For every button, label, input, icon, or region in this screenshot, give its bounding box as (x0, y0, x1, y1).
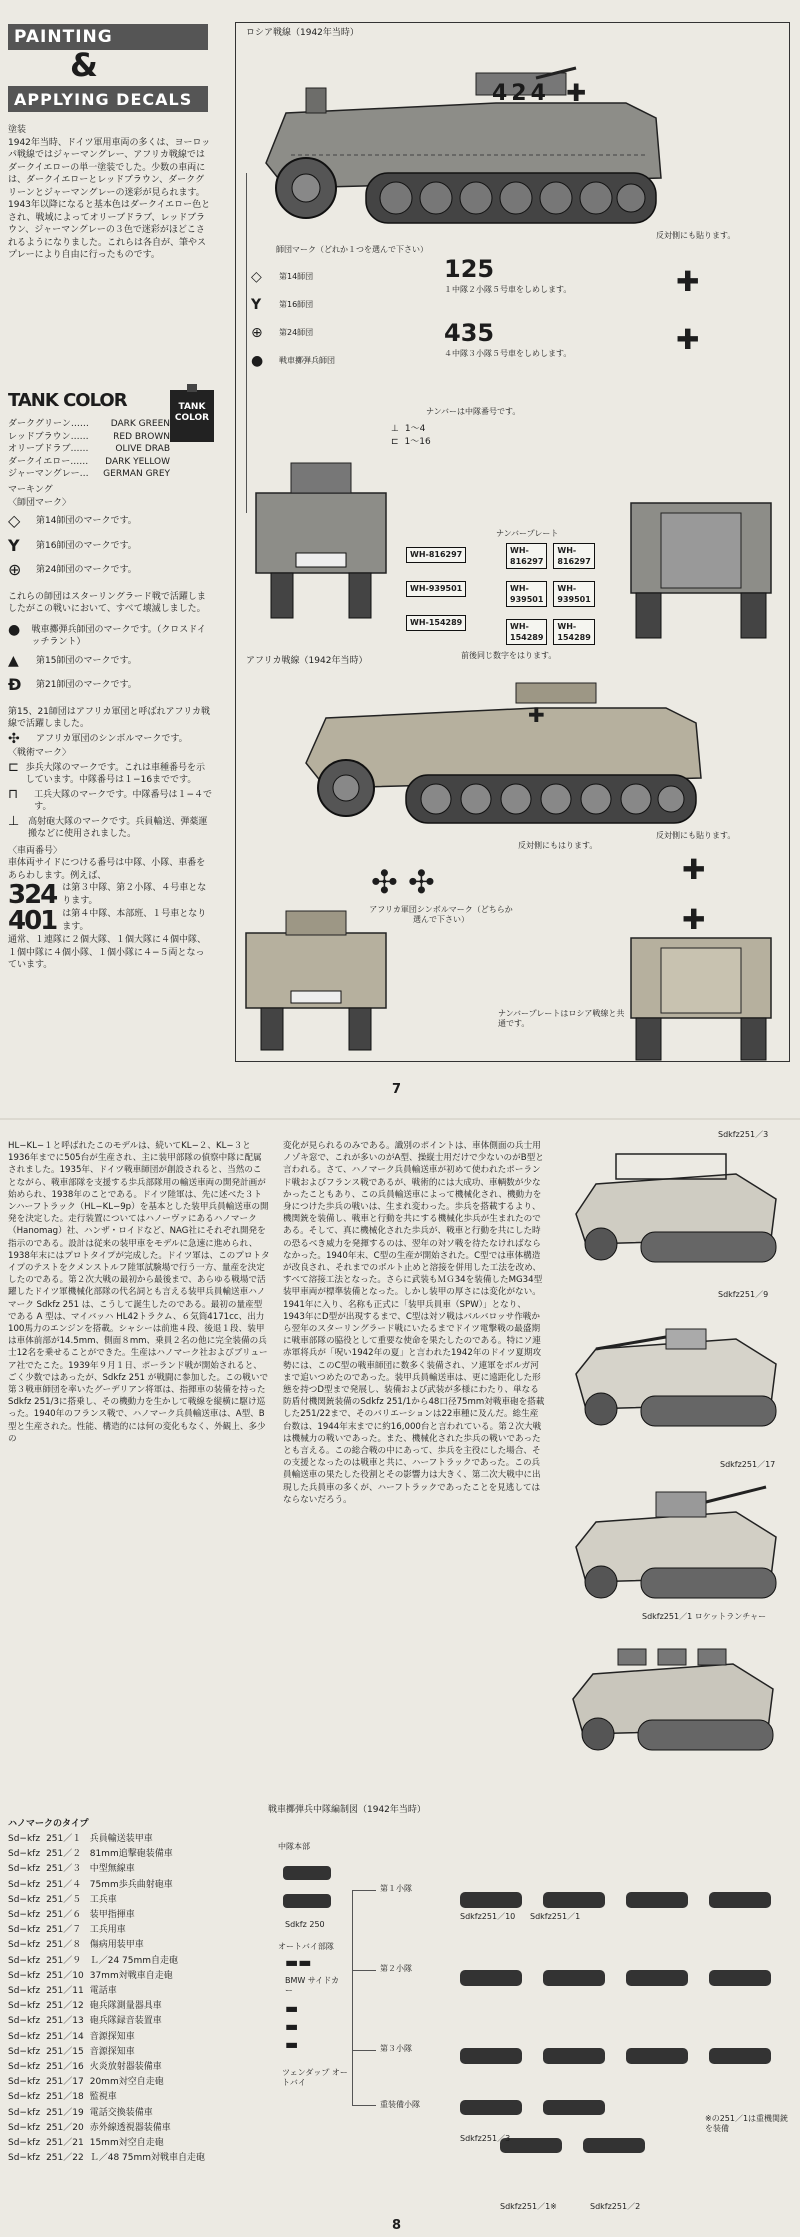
type-row (8, 1893, 211, 1908)
balkenkreuz-icon: ✚ (566, 79, 587, 107)
africa-text: 第15、21師団はアフリカ軍団と呼ばれアフリカ戦線で活躍しました。 (8, 706, 211, 729)
history-column-2: 変化が見られるのみである。識別のポイントは、車体側面の兵士用ノゾキ窓で、これが多いのがA型、操縦士用だけで少ないのがB型と言われる。さて、ハノマーク兵員輸送車が初めて使われたポーランド戦およびフランス戦であるが、戦術的には大成功、車輌数が少なかったこともあり、この兵員輸送車によって機械化され、機動力を身につけた歩兵の戦いは、生まれ変わった。歩兵を搭載するより、機関銃を装備し、戦車と行動を共にする機械化歩兵が生まれたのである。そして、真に機械化された歩兵が、戦車と行動を共にした時の恐るべき威力を発揮するのは、翌年の対ソ戦を待たなければならなかった。1940年末、C型の生産が開始された。C型では車体構造が改良され、それまでのボルト止めと溶接を併用した工法を改め、すべて溶接工法となった。さらに武装もＭＧ34を装備したMG34型装甲車両が標準装備となった。しかし装甲の厚さには変化がない。1941年に入り、名称も正式に「装甲兵員車（SPW）」となり、1943年にD型が出現するまで、C型は対ソ戦はバルバロッサ作戦から翌年のスターリングラード戦にいたるまでドイツ電撃戦の最盛期に戦車部隊の脇役として重要な使命を果たしたのである。特にソ連赤軍将兵が「呪い1942年の夏」と言われた1942年のドイツ夏期攻勢には、このC型の戦車師団に数多く装備され、ソ連軍をボルガ河まで追いつめたのであった。装甲兵員輸送車は、更に遠距化した形態を持つD型まで発展し、装備および武装が多様にわたり、単なる防盾付機関銃装備のSdkfz 251/1から48口径75mm対戦車砲を搭載した251/22まで、そのバリエーションは22車種に及んだ。総生産台数は、1944年末までに約16,000台と言われている。第２次大戦は機械力の戦いであった。また、機械化された歩兵の戦いであったとも言える。この総合戦の中にあって、歩兵を主役にした場合、その支援となったのは戦車と共に、ハーフトラックであった。この兵員輸送車の果たした役割とその影響力は大きく、第二次大戦中に出現した兵員車の多くが、ハーフトラックであったことを見逃してはならないだろう。 (283, 1141, 545, 1505)
plate: WH-816297 (406, 547, 466, 563)
type-prefix: Sd−kfz (8, 2138, 41, 2149)
type-prefix: Sd−kfz (8, 1940, 41, 1951)
division-21-icon: Ð (8, 675, 22, 694)
plate-pairs (506, 543, 595, 645)
russia-front-view (241, 453, 401, 623)
type-description: 音源探知車 (89, 2031, 135, 2042)
picture-caption: Sdkfz251／1 ロケットランチャー (642, 1612, 767, 1621)
balkenkreuz-icon: ✚ (676, 323, 700, 356)
type-row (8, 2090, 211, 2105)
tank-color-badge-label: TANK COLOR (174, 402, 210, 423)
stalingrad-text: これらの師団はスターリングラード戦で活躍しましたがこの戦いにおいて、すべて壊滅しました。 (8, 591, 206, 614)
color-jp: レッドブラウン…… (8, 431, 89, 442)
type-prefix: Sd−kfz (8, 2122, 41, 2133)
sdkfz251-3-picture (556, 1144, 791, 1269)
type-prefix: Sd−kfz (8, 1925, 41, 1936)
title-painting: PAINTING (8, 24, 208, 50)
plate-prefix: WH- (557, 546, 577, 555)
type-prefix: Sd−kfz (8, 1864, 41, 1875)
type-number: 251／７ (46, 1925, 82, 1936)
type-prefix: Sd−kfz (8, 1970, 41, 1981)
type-row (8, 1832, 211, 1847)
tank-color-badge (170, 390, 214, 442)
type-number: 251／21 (46, 2138, 84, 2149)
type-description: 75mm歩兵曲射砲車 (89, 1879, 173, 1890)
vehicle-label: Sdkfz251／10 (460, 1912, 516, 1921)
plate-prefix: WH- (510, 546, 529, 555)
type-description: 中型無線車 (89, 1864, 135, 1875)
tactical-text: 歩兵大隊のマークです。これは車種番号を示しています。中隊番号は１−16までです。 (25, 762, 206, 785)
russia-rear-view (621, 483, 781, 643)
type-row (8, 2121, 211, 2136)
plate-prefix: WH- (510, 584, 529, 593)
africa-rear-view (621, 923, 781, 1063)
division-mark-text: 第15師団のマークです。 (36, 655, 137, 666)
plate-prefix: WH- (510, 622, 529, 631)
painting-section (8, 124, 213, 262)
title-ampersand: & (70, 46, 98, 84)
type-prefix: Sd−kfz (8, 2062, 41, 2073)
type-number: 251／18 (46, 2092, 84, 2103)
division-name: 第16師団 (279, 300, 314, 309)
plate: WH-939501 (406, 581, 466, 597)
plate: WH-154289 (406, 615, 466, 631)
sdkfz251-1-rocket-picture (548, 1624, 793, 1754)
picture-caption: Sdkfz251／3 (718, 1130, 769, 1139)
type-prefix: Sd−kfz (8, 2092, 41, 2103)
type-number: 251／６ (46, 1910, 82, 1921)
type-row (8, 1999, 211, 2014)
russia-side-view (246, 43, 676, 243)
org-tree-branch (352, 1970, 376, 1971)
moto-label: オートバイ部隊 (278, 1942, 334, 1951)
type-row (8, 1847, 211, 1862)
balkenkreuz-icon: ✚ (676, 265, 700, 298)
type-row (8, 1908, 211, 1923)
type-description: 砲兵隊録音装置車 (89, 2016, 162, 2027)
color-en: DARK YELLOW (105, 456, 170, 467)
color-en: DARK GREEN (110, 419, 170, 429)
type-row (8, 2075, 211, 2090)
platoon-2-vehicles (455, 1962, 785, 1998)
division-24-icon: ⊕ (251, 325, 263, 341)
plate-prefix: WH- (557, 622, 577, 631)
africa-front-label: アフリカ戦線（1942年当時） (246, 656, 368, 666)
type-description: 赤外線透視器装備車 (89, 2122, 171, 2133)
type-number: 251／17 (46, 2077, 84, 2088)
type-row (8, 2014, 211, 2029)
type-number: 251／19 (46, 2107, 84, 2118)
type-description: 15mm対空自走砲 (89, 2138, 164, 2149)
platoon-label: 第３小隊 (380, 2044, 412, 2053)
type-prefix: Sd−kfz (8, 2046, 41, 2057)
marking-section (8, 484, 213, 972)
type-row (8, 1984, 211, 1999)
decal-diagram (235, 22, 790, 1062)
page-number: 8 (392, 2218, 402, 2233)
division-mark-text: 第21師団のマークです。 (36, 680, 137, 690)
types-title: ハノマークのタイプ (8, 1819, 89, 1829)
type-description: 装甲指揮車 (89, 1910, 135, 1921)
example-number-324: 324 (8, 880, 57, 910)
vehicle-label: Sdkfz251／1 (530, 1912, 581, 1921)
example-number-401: 401 (8, 906, 57, 936)
type-number: 251／２ (46, 1849, 82, 1860)
type-description: 音源探知車 (89, 2046, 135, 2057)
opposite-side-note: 反対側にも貼ります。 (656, 831, 736, 840)
division-15-icon: ▲ (8, 652, 19, 669)
type-prefix: Sd−kfz (8, 1910, 41, 1921)
number-note: ナンバーは中隊番号です。 (426, 407, 521, 416)
painting-heading: 塗装 (8, 125, 27, 135)
vehicle-label: Sdkfz251／1※ (500, 2202, 557, 2211)
type-number: 251／12 (46, 2001, 84, 2012)
type-prefix: Sd−kfz (8, 1834, 41, 1844)
types-table (8, 1832, 211, 2166)
type-description: 監視車 (89, 2092, 117, 2103)
balkenkreuz-icon: ✚ (682, 853, 706, 886)
tactical-text: 工兵大隊のマークです。中隊番号は１−４です。 (34, 789, 212, 812)
color-jp: ジャーマングレー… (8, 469, 89, 479)
africa-palm-icon: ✣ ✣ (371, 863, 435, 901)
example-number-text: は第４中隊、本部班、１号車となります。 (62, 909, 207, 932)
org-hq-label: 中隊本部 (278, 1842, 310, 1851)
marking-heading: マーキング (8, 485, 53, 495)
helmet-icon: ● (251, 353, 264, 369)
color-en: RED BROWN (113, 431, 170, 442)
type-row (8, 1938, 211, 1953)
painting-text: 1942年当時、ドイツ軍用車両の多くは、ヨーロッパ戦線ではジャーマングレー、アフリカ戦線ではダークイエローの単一塗装でした。少数の車両には、ダークイエローとレッドブラウン、ダークグリーンとジャーマングレーの迷彩が見られます。1943年以降になると基本色はダークイエロー色とされ、戦域によってオリーブドラブ、レッドブラウン、ジャーマングレーの３色で迷彩がほどこされるようになりました。これらは各自が、筆やスプレーにより自由に行ったものです。 (8, 137, 211, 260)
vehicle-number-heading: 〈車両番号〉 (8, 845, 63, 856)
color-en: OLIVE DRAB (115, 444, 170, 454)
type-description: 兵員輸送装甲車 (89, 1834, 153, 1844)
color-jp: オリーブドラブ…… (8, 444, 89, 454)
type-row (8, 2045, 211, 2060)
number-435-text: ４中隊３小隊５号車をしめします。 (444, 349, 572, 358)
type-row (8, 1878, 211, 1893)
bmw-sidecar-label: BMW サイドカー (285, 1976, 340, 1995)
type-description: 20mm対空自走砲 (89, 2077, 164, 2088)
division-24-icon: ⊕ (8, 560, 22, 579)
number-125-text: １中隊２小隊５号車をしめします。 (444, 285, 572, 294)
plate-number: 154289 (510, 633, 544, 642)
type-number: 251／１ (46, 1834, 82, 1844)
russia-front-label: ロシア戦線（1942年当時） (246, 28, 359, 38)
picture-caption: Sdkfz251／9 (718, 1290, 769, 1299)
type-row (8, 1969, 211, 1984)
africa-side-view (286, 663, 716, 853)
color-list (8, 418, 170, 481)
division-mark-text: 第16師団のマークです。 (36, 540, 137, 551)
sdkfz251-9-picture (556, 1304, 791, 1434)
engineer-icon: ⊓ (8, 786, 19, 802)
history-column-1: HL−KL−１と呼ばれたこのモデルは、続いてKL−２、KL−３と1936年までに505台が生産され、主に装甲部隊の偵察中隊に配属されました。1935年、ドイツ戦車師団が創設されると、当然のことながら、戦車部隊を支援する歩兵部隊用の輸送車両の開発計画が始められ、1938年のことである。ドイツ陸軍は、先に述べた３トンハーフトラック（HL−KL−9p）を基本とした装甲兵員輸送車の開発を決定した。走行装置についてはハノーヴァにあるハノマーク（Hanomag）社、ハンザ・ロイドなど、NAG社にそれぞれ開発を指示のである。設計は従来の装甲車をモデルに急速に進められ、1938年末にはプロトタイプが完成した。ドイツ軍は、このプロトタイプのテストをクメンストルフ陸軍試験場で行う一方、量産を決定したのである。第２次大戦の最初から最後まで、あらゆる戦場で活躍したドイツ軍機械化部隊の代名詞とも言える装甲兵員輸送車ハノマーク Sdkfz 251 は、こうして誕生したのである。最初の量産型である A 型は、マイバッハ HL42トラクム、６気筒4171cc、出力100馬力のエンジンを搭載。シャシーは前進４段、後退１段、装甲は車体前部が14.5mm、側面８mm、乗員２名の他に完全装備の兵士12名を乗せることができた。生産はハノマーク社およびブリューア社でたこた。1939年９月１日、ポーランド戦が開始されると、ごく少数ではあったが、Sdkfz 251 が戦闘に参加した。この戦いで第３戦車師団を率いたグーデリアン将軍は、指揮車の装備を持ったSdkfz 251/3に搭乗し、その機動力を生かして戦線を縦横に駆け巡った。1940年のフランス戦で、ハノマーク兵員輸送車は、A型、B型と生産された。性能、構造的には何の変化もなく、外観上、多少の (8, 1141, 270, 1444)
type-number: 251／５ (46, 1894, 82, 1905)
division-mark-list (251, 263, 335, 375)
palm-icon: ✣ (8, 730, 20, 747)
type-prefix: Sd−kfz (8, 2031, 41, 2042)
type-number: 251／３ (46, 1864, 82, 1875)
type-prefix: Sd−kfz (8, 1986, 41, 1997)
type-number: 251／４ (46, 1879, 82, 1890)
balkenkreuz-icon: ✚ (682, 903, 706, 936)
type-prefix: Sd−kfz (8, 1955, 41, 1966)
division-14-icon: ◇ (251, 269, 262, 285)
hq-vehicles (278, 1858, 338, 1918)
type-description: 砲兵隊測量器具車 (89, 2001, 162, 2012)
platoon-3-vehicles (455, 2040, 785, 2076)
division-14-icon: ◇ (8, 511, 21, 530)
division-16-icon: Y (251, 297, 262, 313)
org-tree-line (352, 1890, 353, 2105)
plate-number: 816297 (557, 557, 591, 566)
type-number: 251／14 (46, 2031, 84, 2042)
type-row (8, 2106, 211, 2121)
type-prefix: Sd−kfz (8, 1849, 41, 1860)
heavy-platoon-vehicles (455, 2096, 685, 2166)
range-text: 1〜4 (404, 424, 426, 434)
infantry-icon: ⊏ (391, 436, 399, 447)
division-mark-text: 第24師団のマークです。 (36, 565, 137, 575)
tactical-heading: 〈戦術マーク〉 (8, 748, 72, 758)
org-tree-branch (352, 2050, 376, 2051)
flak-icon: ⊥ (8, 813, 20, 829)
opposite-side-note: 反対側にも貼ります。 (656, 231, 736, 240)
number-125: 125 (444, 255, 495, 283)
division-name: 戦車擲弾兵師団 (279, 356, 335, 365)
hull-number-424: 424 (492, 81, 550, 106)
type-description: Ｌ／24 75mm自走砲 (89, 1955, 179, 1966)
type-row (8, 2151, 211, 2166)
type-number: 251／20 (46, 2122, 84, 2133)
vehicle-label: Sdkfz251／2 (590, 2202, 641, 2211)
division-mark-choose: 師団マーク（どれか１つを選んで下さい） (276, 245, 428, 254)
plate-number: 939501 (510, 595, 544, 604)
platoon-label: 第１小隊 (380, 1884, 412, 1893)
type-number: 251／22 (46, 2153, 84, 2164)
plate-label: ナンバープレート (496, 529, 559, 538)
type-row (8, 1862, 211, 1877)
africa-mark-text: アフリカ軍団のシンボルマークです。 (36, 733, 188, 744)
plate-note-shared: ナンバープレートはロシア戦線と共通です。 (498, 1009, 625, 1028)
type-description: 電話車 (89, 1986, 117, 1997)
spray-cap-icon (187, 384, 197, 392)
color-jp: ダークグリーン…… (8, 419, 89, 429)
type-prefix: Sd−kfz (8, 2077, 41, 2088)
type-number: 251／15 (46, 2046, 84, 2057)
type-row (8, 2060, 211, 2075)
type-description: 工兵車 (89, 1894, 117, 1905)
type-number: 251／11 (46, 1986, 84, 1997)
type-description: 81mm追撃砲装備車 (89, 1849, 173, 1860)
plate-number: 154289 (557, 633, 591, 642)
plate-number: 939501 (557, 595, 591, 604)
closing-text: 通常、１連隊に２個大隊、１個大隊に４個中隊、１個中隊に４個小隊、１個小隊に４−５両となっています。 (8, 935, 207, 970)
type-number: 251／８ (46, 1940, 82, 1951)
hq-vehicle-label: Sdkfz 250 (285, 1920, 325, 1929)
range-text: 1〜16 (404, 436, 431, 447)
type-prefix: Sd−kfz (8, 1894, 41, 1905)
plate-number: 816297 (510, 557, 544, 566)
type-row (8, 1923, 211, 1938)
org-tree-branch (352, 2105, 376, 2106)
type-description: 37mm対戦車自走砲 (89, 1970, 173, 1981)
division-16-icon: Y (8, 535, 20, 555)
page-8 (0, 1120, 800, 2237)
infantry-icon: ⊏ (8, 759, 19, 775)
type-prefix: Sd−kfz (8, 2107, 41, 2118)
plate-note: 前後同じ数字をはります。 (461, 651, 557, 660)
tactical-text: 高射砲大隊のマークです。兵員輸送、弾薬運搬などに使用されました。 (28, 816, 208, 839)
motorcycle-icon: ▬ ▬ ▬ (285, 2001, 299, 2053)
division-mark-text: 第14師団のマークです。 (36, 516, 137, 526)
type-description: 傷病用装甲車 (89, 1940, 144, 1951)
division-name: 第24師団 (279, 328, 314, 337)
vehicle-label: Sdkfz251／3 (460, 2134, 511, 2143)
flak-icon: ⊥ (391, 424, 399, 434)
org-tree-branch (352, 1890, 376, 1891)
type-prefix: Sd−kfz (8, 2153, 41, 2164)
motorcycle-icon: ▬▬ (285, 1955, 312, 1971)
platoon-label: 重装備小隊 (380, 2100, 420, 2109)
type-row (8, 1954, 211, 1969)
type-number: 251／16 (46, 2062, 84, 2073)
opposite-side-note: 反対側にもはります。 (518, 841, 598, 850)
balkenkreuz-icon: ✚ (528, 703, 545, 727)
type-description: 電話交換装備車 (89, 2107, 153, 2118)
africa-symbol-note: アフリカ軍団シンボルマーク（どちらか選んで下さい） (369, 905, 513, 924)
tactical-range (391, 423, 431, 448)
title-applying-decals: APPLYING DECALS (8, 86, 208, 112)
type-description: 工兵用車 (89, 1925, 126, 1936)
color-en: GERMAN GREY (103, 469, 170, 479)
example-number-text: は第３中隊、第２小隊、４号車となります。 (62, 883, 207, 906)
africa-front-view (231, 903, 401, 1053)
division-mark-text: 戦車擲弾兵師団のマークです。（クロスドイッチラント） (31, 624, 206, 647)
type-number: 251／９ (46, 1955, 82, 1966)
type-row (8, 2136, 211, 2151)
helmet-icon: ● (8, 621, 21, 638)
platoon-label: 第２小隊 (380, 1964, 412, 1973)
type-prefix: Sd−kfz (8, 2016, 41, 2027)
org-chart-title: 戦車擲弾兵中隊編制図（1942年当時） (268, 1805, 426, 1815)
type-row (8, 2030, 211, 2045)
plate-list (406, 547, 466, 631)
division-mark-heading: 〈師団マーク〉 (8, 497, 72, 508)
type-prefix: Sd−kfz (8, 2001, 41, 2012)
type-number: 251／13 (46, 2016, 84, 2027)
plate-prefix: WH- (557, 584, 577, 593)
type-description: 火炎放射器装備車 (89, 2062, 162, 2073)
type-prefix: Sd−kfz (8, 1879, 41, 1890)
number-435: 435 (444, 319, 495, 347)
sdkfz251-17-picture (556, 1472, 791, 1602)
page-number: 7 (392, 1082, 402, 1097)
vehicle-number-text: 車体両サイドにつける番号は中隊、小隊、車番をあらわします。例えば、 (8, 858, 206, 881)
color-jp: ダークイエロー…… (8, 456, 89, 467)
type-number: 251／10 (46, 1970, 84, 1981)
picture-caption: Sdkfz251／17 (720, 1460, 776, 1469)
division-name: 第14師団 (279, 272, 314, 281)
tank-color-title: TANK COLOR (8, 390, 127, 411)
footnote: ※の251／1は重機関銃を装備 (705, 2114, 789, 2133)
zundapp-label: ツェンダップ オートバイ (282, 2068, 348, 2087)
type-description: Ｌ／48 75mm対戦車自走砲 (89, 2153, 206, 2164)
